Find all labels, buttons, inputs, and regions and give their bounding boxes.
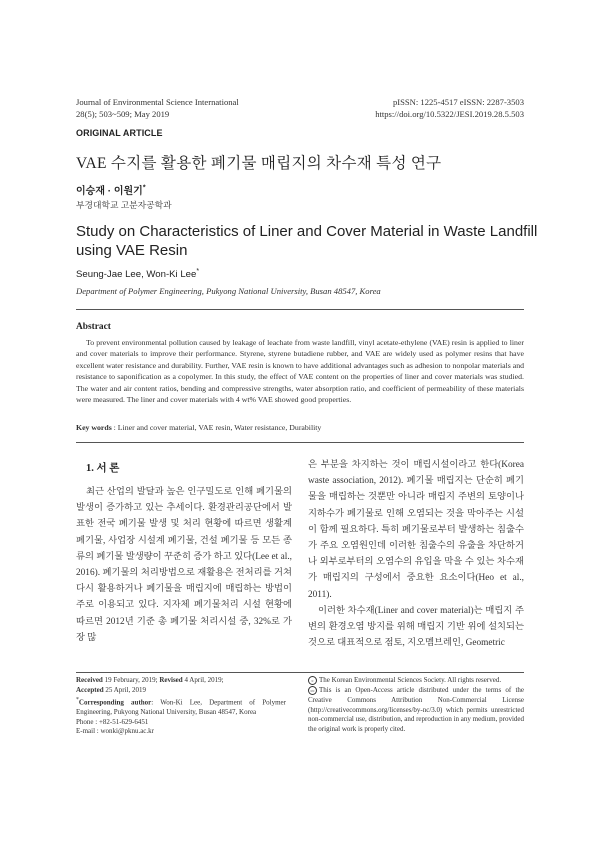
keywords-label: Key words xyxy=(76,423,112,432)
journal-header xyxy=(76,96,239,120)
paragraph: 은 부분을 차지하는 것이 매립시설이라고 한다(Korea waste association, 2012). 폐기물 매립지는 단순히 폐기물을 매립하는 것뿐만 아니라 매립지 주변의 토양이나 지하수가 폐기물로 인해 오염되는 것을 막아주는 시설이 함께 필요하다. 특히 폐기물로부터 발생하는 침출수가 주요 오염원인데 이러한 침출수의 유출을 차단하거나 외부로부터의 오염수의 유입을 막을 수 있는 차수재가 매립지의 구성에서 중요한 요소이다(Heo et al., 2011). xyxy=(308,460,524,600)
paragraph: 최근 산업의 발달과 높은 인구밀도로 인해 폐기물의 발생이 증가하고 있는 추세이다. 환경관리공단에서 발표한 전국 폐기물 발생 및 처리 현황에 따르면 생활계 폐기물, 사업장 시설계 폐기물, 건설 폐기물 등 모든 종류의 폐기물 발생량이 꾸준히 증가 하고 있다(Lee et al., 2016). 폐기물의 처리방법으로 재활용은 전처리를 거쳐 다시 활용하거나 폐기물을 매립지에 매립하는 방법이 주로 이용되고 있다. 지자체 폐기물처리 시설 현황에 따르면 2012년 기준 총 폐기물 처리시설 중, 32%로 가장 많 xyxy=(76,487,292,643)
email[interactable]: E-mail : wonki@pknu.ac.kr xyxy=(76,727,154,736)
phone: Phone : +82-51-629-6451 xyxy=(76,717,149,726)
issn: pISSN: 1225-4517 eISSN: 2287-3503 xyxy=(392,97,524,107)
english-authors xyxy=(76,268,199,280)
received-line xyxy=(76,676,286,686)
left-column xyxy=(76,484,292,646)
divider xyxy=(76,442,524,443)
corr-mark: * xyxy=(76,696,79,703)
abstract-text: To prevent environmental pollution caused by leakage of leachate from waste landfill, vinyl acetate-ethylene (VAE) resin is applied to liner and cover materials to improve their performance. Styrene, styrene butadiene rubber, and VAE are widely used as polymer resins that have excellent water resistance and durability. Further, VAE resin is known to have additional advantages such as adhesion to nonpolar materials and resistance to saponification as a copolymer. In this study, the effect of VAE content on the properties of liner and cover materials was studied. The water and air content ratios, bending and compressive strengths, water absorption ratio, and coefficient of permeability of these materials were measured. The liner and cover materials with 4 wt% VAE showed good properties. xyxy=(76,338,524,405)
journal-issue: 28(5); 503~509; May 2019 xyxy=(76,109,170,119)
doi-link[interactable]: https://doi.org/10.5322/JESI.2019.28.5.503 xyxy=(375,109,524,119)
accepted-label: Accepted xyxy=(76,685,104,694)
license-line xyxy=(308,686,524,735)
right-column xyxy=(308,457,524,651)
copyright-icon: c xyxy=(308,676,317,685)
paragraph: 이러한 차수재(Liner and cover material)는 매립지 주변의 환경오염 방지를 위해 매립지 기반 위에 설치되는 것으로 대표적으로 점토, 지오멤브레인, Geometric xyxy=(308,605,524,649)
korean-affiliation: 부경대학교 고분자공학과 xyxy=(76,200,172,210)
creative-commons-icon: cc xyxy=(308,686,317,695)
english-title: Study on Characteristics of Liner and Cover Material in Waste Landfill using VAE Resin xyxy=(76,223,538,259)
author-mark: * xyxy=(142,184,146,192)
english-author-names: Seung-Jae Lee, Won-Ki Lee xyxy=(76,269,197,281)
abstract-heading: Abstract xyxy=(76,322,111,332)
copyright-text: The Korean Environmental Sciences Society. All rights reserved. xyxy=(319,676,502,685)
korean-title: VAE 수지를 활용한 폐기물 매립지의 차수재 특성 연구 xyxy=(76,155,442,172)
received-label: Received xyxy=(76,676,103,684)
received-date: 19 February, 2019; xyxy=(102,676,160,684)
korean-authors xyxy=(76,182,146,197)
footnote-divider xyxy=(76,672,524,673)
issn-header xyxy=(375,96,524,120)
article-type: ORIGINAL ARTICLE xyxy=(76,128,163,138)
copyright-line xyxy=(308,676,524,686)
corr-label: Corresponding author xyxy=(78,697,152,706)
english-affiliation: Department of Polymer Engineering, Pukyong National University, Busan 48547, Korea xyxy=(76,286,381,296)
license-text: This is an Open-Access article distributed under the terms of the Creative Commons Attribution Non-Commercial License (http://creativecommons.org/licenses/by-nc/3.0) which permits unrestricted non-commercial use, distribution, and reproduction in any medium, provided the original work is properly cited. xyxy=(308,686,524,734)
divider xyxy=(76,309,524,310)
accepted-line xyxy=(76,686,286,696)
corresponding-author xyxy=(76,696,286,718)
accepted-date: 25 April, 2019 xyxy=(103,685,146,694)
author-mark: * xyxy=(196,268,200,275)
revised-date: 4 April, 2019; xyxy=(182,676,224,684)
footnote-right xyxy=(308,676,524,735)
corr-text: : Won-Ki Lee, Department of Polymer Engineering, Pukyong National University, Busan 48547, Korea xyxy=(76,697,287,716)
footnote-left xyxy=(76,676,286,737)
keywords xyxy=(76,423,524,432)
journal-name: Journal of Environmental Science International xyxy=(76,97,239,107)
section-heading: 1. 서 론 xyxy=(86,463,120,474)
korean-author-names: 이승재 · 이원기 xyxy=(76,186,143,197)
keywords-text: : Liner and cover material, VAE resin, Water resistance, Durability xyxy=(111,423,322,432)
revised-label: Revised xyxy=(159,676,183,684)
